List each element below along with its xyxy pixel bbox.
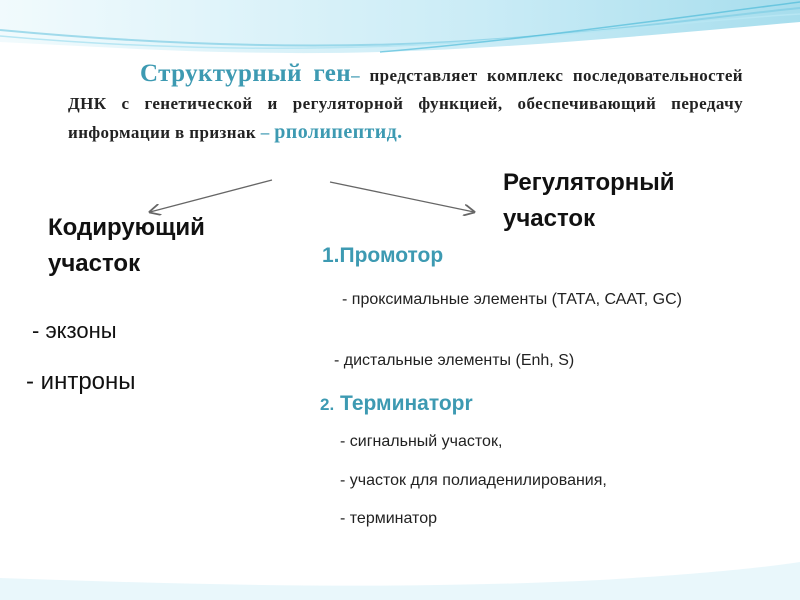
terminator-item-signal: - сигнальный участок, <box>340 433 503 450</box>
promoter-item-proximal: - проксимальные элементы (ТАТА, СААТ, GC) <box>342 291 682 308</box>
intro-text: представляет комплекс последовательностей ДНК с генетической и регуляторной функцией, обеспечивающий передачу информации в признак <box>68 66 744 142</box>
intro-dash: – <box>351 66 360 85</box>
arrow-to-regulatory <box>330 182 474 212</box>
term-structural-gene: Структурный ген <box>140 60 352 87</box>
promoter-title: 1.Промотор <box>322 244 444 267</box>
coding-region-title: Кодирующий участок <box>48 214 205 277</box>
coding-item-introns: - интроны <box>26 368 136 395</box>
terminator-heading <box>320 392 473 416</box>
terminator-item-polyadenylation: - участок для полиаденилирования, <box>340 472 607 489</box>
coding-item-exons: - экзоны <box>32 318 117 343</box>
promoter-item-distal: - дистальные элементы (Enh, S) <box>334 352 575 369</box>
intro-dash-2: – <box>260 123 270 142</box>
terminator-number: 2. <box>320 395 335 414</box>
terminator-title: Терминаторr <box>340 392 473 415</box>
arrow-to-coding <box>150 180 272 212</box>
regulatory-region-title: Регуляторный участок <box>503 169 675 232</box>
terminator-item-terminator: - терминатор <box>340 510 437 527</box>
term-polypeptide: рполипептид. <box>274 121 403 143</box>
